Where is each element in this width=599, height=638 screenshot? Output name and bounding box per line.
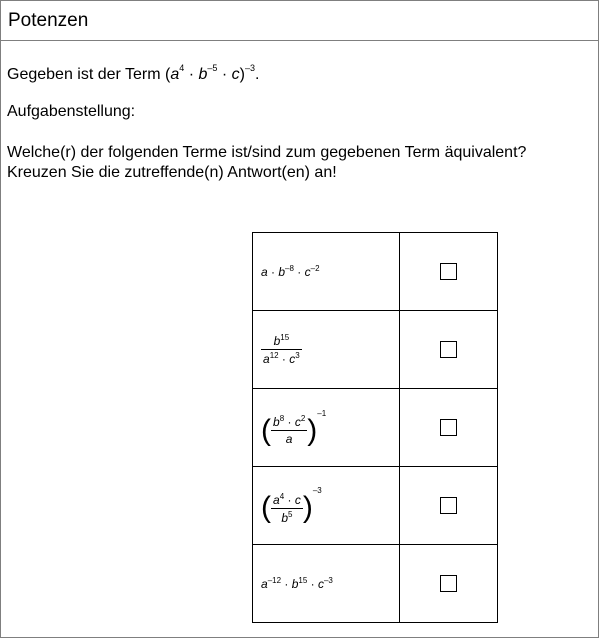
answer-row-3 xyxy=(253,389,498,467)
answer-row-5 xyxy=(253,545,498,623)
checkbox-option-3[interactable] xyxy=(440,419,457,436)
checkbox-option-2[interactable] xyxy=(440,341,457,358)
answer-row-1 xyxy=(253,233,498,311)
task-heading: Aufgabenstellung: xyxy=(7,103,136,120)
question-line-2: Kreuzen Sie die zutreffende(n) Antwort(en) an! xyxy=(7,164,337,181)
title-bar xyxy=(1,1,598,41)
answer-row-4 xyxy=(253,467,498,545)
term-4: ( $\frac{a^4 \cdot c}{b^5}$ )$^{-3}$ xyxy=(253,467,400,545)
page-title: Potenzen xyxy=(8,10,89,31)
answer-row-2 xyxy=(253,311,498,389)
checkbox-option-4[interactable] xyxy=(440,497,457,514)
term-5: $a^{-12} \cdot b^{15} \cdot c^{-3}$ xyxy=(253,545,400,623)
term-1: $a \cdot b^{-8} \cdot c^{-2}$ xyxy=(253,233,400,311)
question-line-1: Welche(r) der folgenden Terme ist/sind zum gegebenen Term äquivalent? xyxy=(7,144,527,161)
term-3: ( $\frac{b^8 \cdot c^2}{a}$ )$^{-1}$ xyxy=(253,389,400,467)
checkbox-option-5[interactable] xyxy=(440,575,457,592)
answer-table xyxy=(252,232,498,623)
term-2: $\frac{b^{15}}{a^{12} \cdot c^3}$ xyxy=(253,311,400,389)
question-text xyxy=(7,143,526,183)
given-term-text: Gegeben ist der Term $(a^4 \cdot b^{-5} \cdot c)^{-3}$. xyxy=(7,63,260,83)
checkbox-option-1[interactable] xyxy=(440,263,457,280)
